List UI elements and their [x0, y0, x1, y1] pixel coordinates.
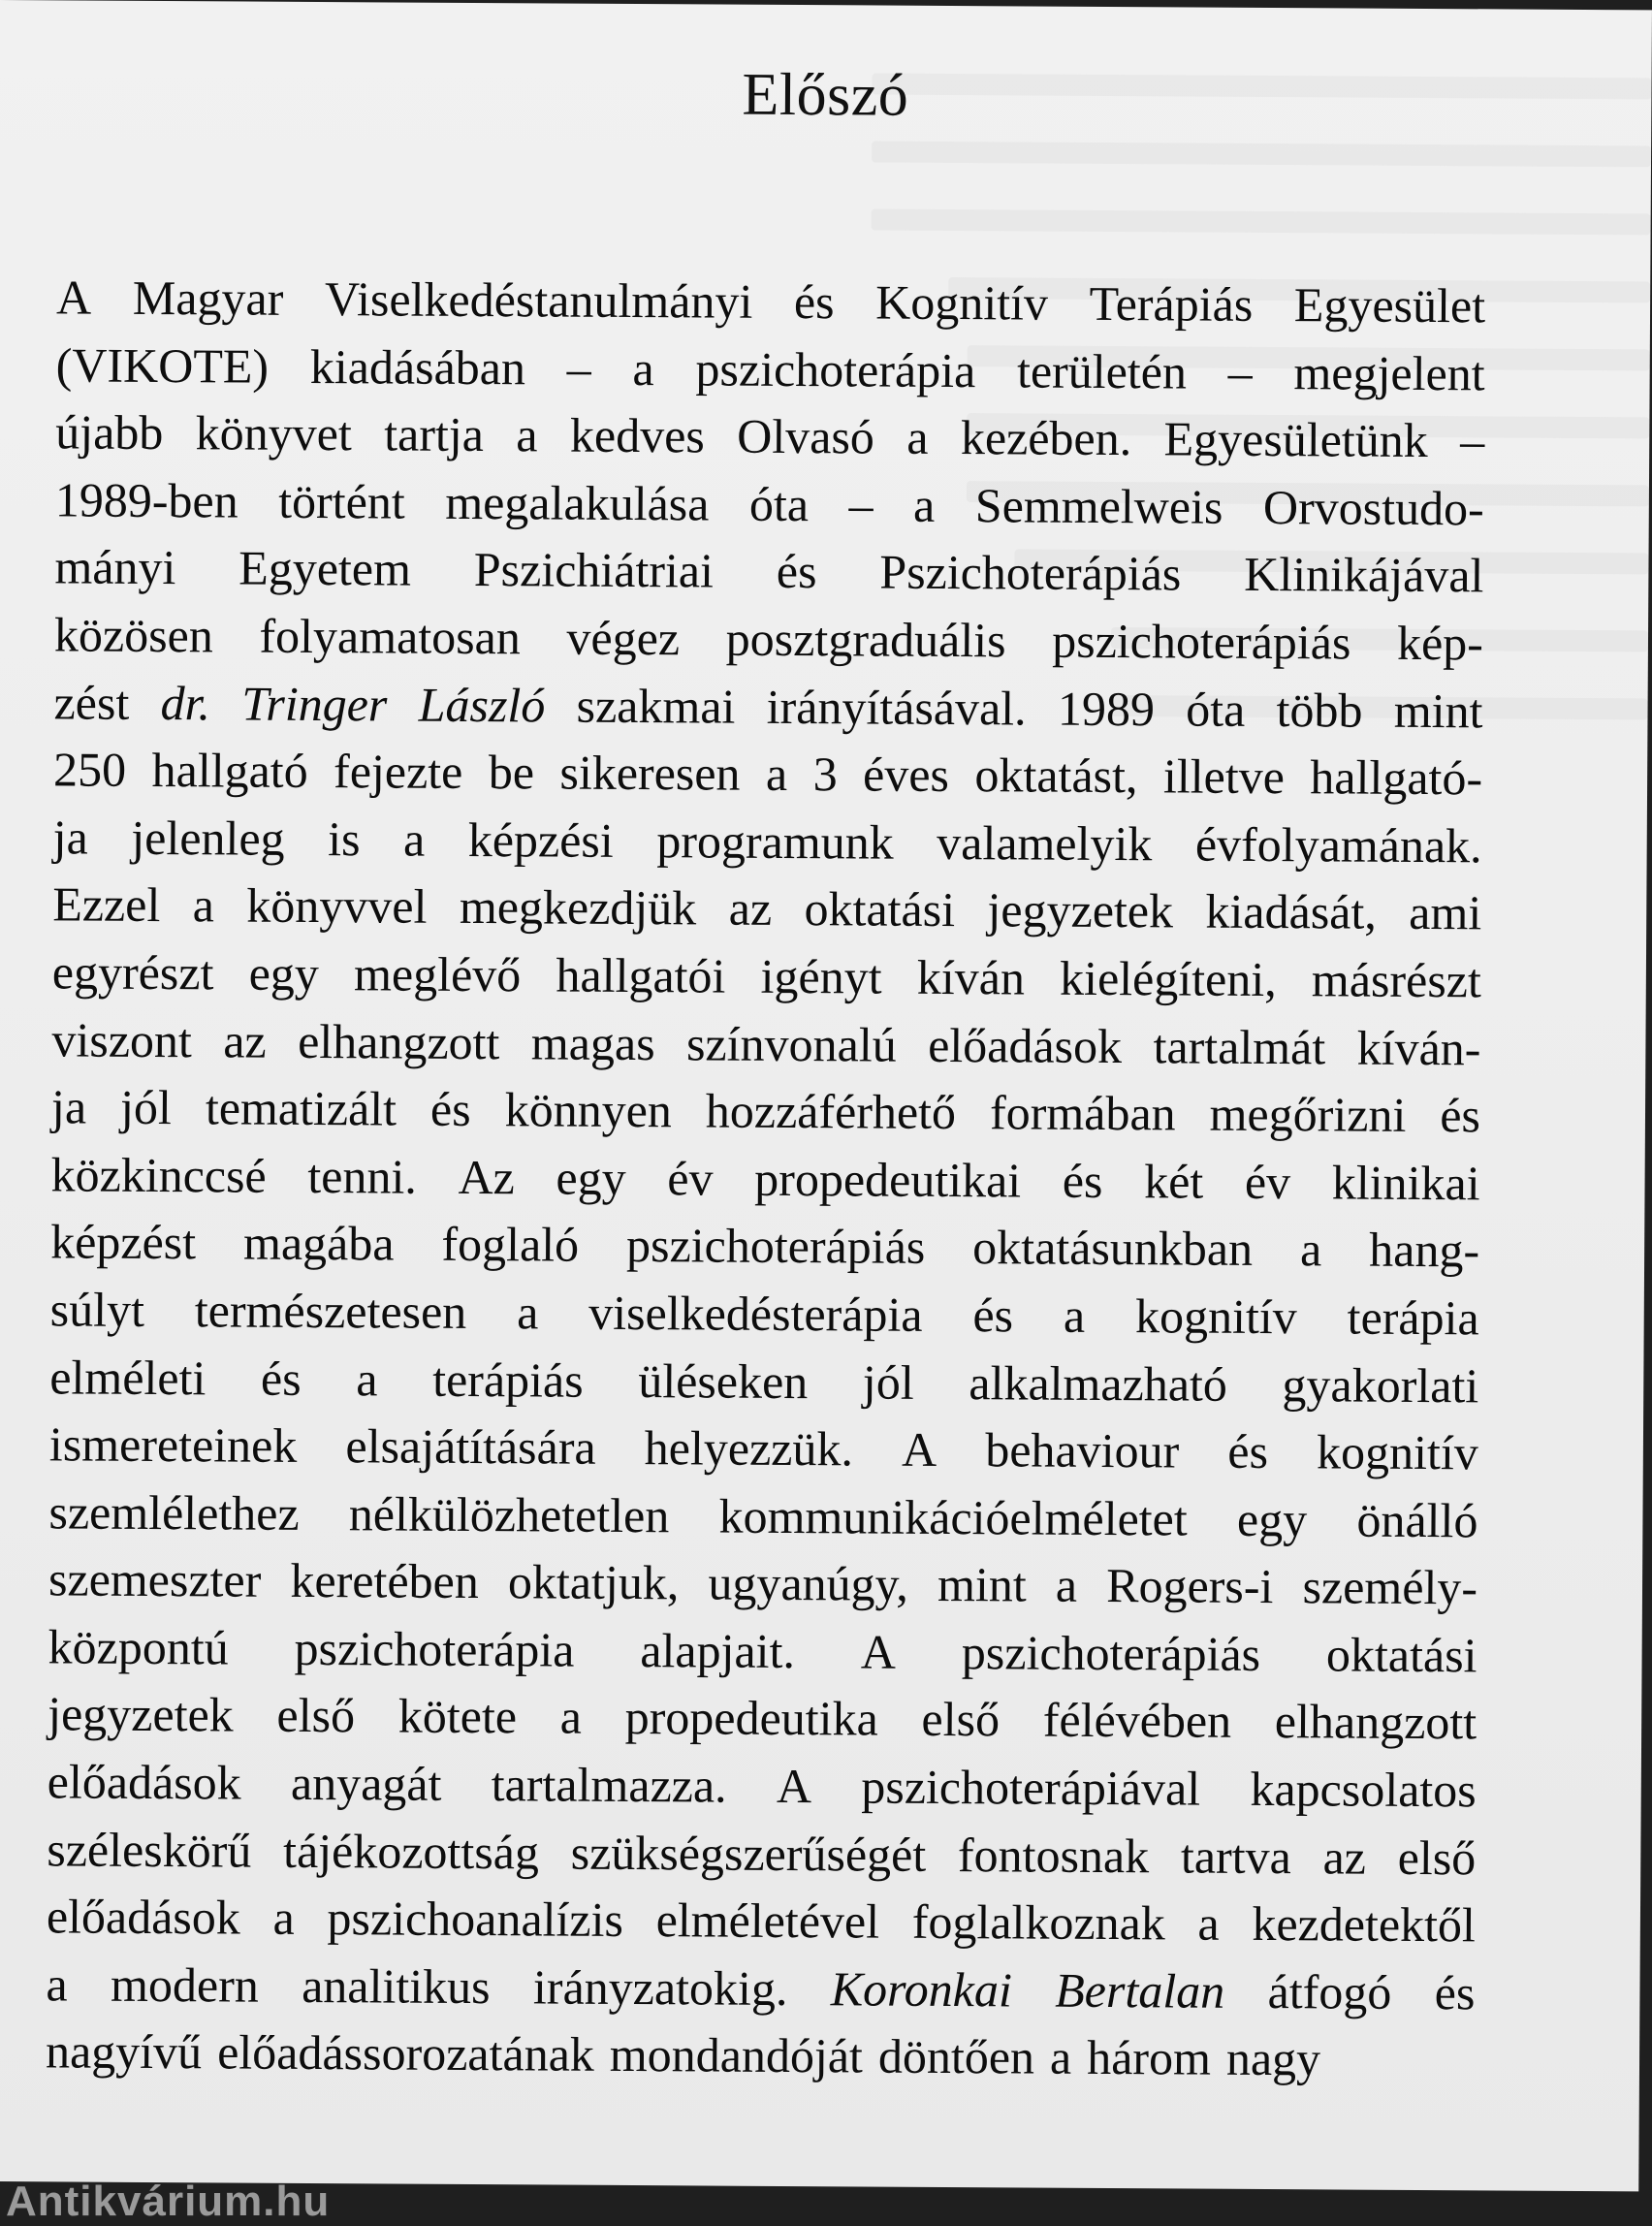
text-line [49, 1411, 1478, 1487]
word: dr. [160, 675, 211, 730]
word: előadások [927, 1017, 1123, 1073]
text-line [51, 1073, 1480, 1150]
word: fontosnak [957, 1827, 1150, 1883]
word: a [1063, 1288, 1086, 1343]
word: a [1299, 1222, 1322, 1277]
word: hallgató [151, 743, 308, 799]
word: a [402, 811, 426, 867]
text-line [47, 1884, 1476, 1960]
word: ja [50, 1079, 87, 1134]
page-title: Előszó [742, 61, 909, 129]
word: alkalmazható [969, 1354, 1228, 1412]
word: meglévő [353, 946, 522, 1002]
word: a [765, 746, 788, 802]
text-line [51, 1006, 1480, 1083]
word: színvonalú [685, 1015, 897, 1072]
word: történt [278, 473, 405, 529]
word: tartva [1180, 1828, 1291, 1884]
word: kognitív [1134, 1288, 1297, 1345]
word: Semmelweis [974, 477, 1223, 534]
word: a [192, 877, 215, 933]
word: Terápiás [1089, 275, 1254, 332]
word: végez [566, 610, 681, 666]
word: a [1049, 2030, 1072, 2085]
word: nagyívű [45, 2023, 203, 2080]
word: viselkedésterápia [588, 1285, 923, 1342]
word: A [860, 1624, 897, 1679]
word: előadások [47, 1754, 241, 1810]
word: megalakulása [445, 474, 710, 531]
word: elsajátítására [345, 1418, 596, 1475]
word: tematizált [205, 1080, 397, 1136]
word: – [1460, 413, 1485, 468]
word: irányzatokig. [532, 1959, 788, 2016]
word: a [1197, 1895, 1220, 1951]
word: területén [1016, 343, 1188, 399]
word: is [328, 811, 361, 867]
word: kiadásában [309, 338, 526, 395]
word: pszichoterápia [294, 1620, 575, 1677]
word: sikeresen [559, 745, 741, 801]
word: könnyen [504, 1082, 673, 1138]
word: év [1244, 1154, 1291, 1209]
word: nagy [1225, 2031, 1321, 2086]
word: önálló [1356, 1492, 1478, 1548]
word: kép- [1396, 615, 1484, 671]
text-line [52, 872, 1481, 948]
word: oktatási [804, 881, 956, 938]
word: és [260, 1351, 302, 1406]
word: formában [989, 1085, 1176, 1141]
text-line [48, 1613, 1477, 1690]
word: 250 [52, 742, 127, 797]
word: helyezzük. [644, 1420, 854, 1477]
word: jegyzetek [987, 882, 1174, 938]
word: könyvet [195, 405, 353, 461]
word: hozzáférhető [705, 1083, 957, 1140]
word: a [356, 1351, 378, 1406]
word: egy [1236, 1491, 1308, 1546]
word: képzési [467, 811, 614, 868]
word: és [972, 1288, 1014, 1343]
word: oktatási [1325, 1627, 1477, 1683]
word: és [776, 544, 817, 599]
word: 1989 [1057, 681, 1156, 736]
word: mint [937, 1557, 1027, 1612]
word: kezdetektől [1252, 1896, 1477, 1953]
word: üléseken [638, 1352, 809, 1409]
text-line [50, 1276, 1479, 1352]
word: Bertalan [1055, 1962, 1225, 2019]
word: az [728, 880, 773, 937]
word: a [906, 409, 929, 465]
word: szakmai [576, 678, 736, 734]
word: óta [1186, 682, 1246, 737]
text-line [54, 601, 1483, 678]
word: éves [862, 747, 950, 803]
word: alapjait. [640, 1622, 796, 1678]
word: közösen [53, 607, 214, 663]
word: elhangzott [1274, 1694, 1477, 1750]
word: pszichoterápiás [625, 1218, 926, 1275]
word: megőrizni [1209, 1086, 1407, 1143]
word: Rogers-i [1106, 1558, 1274, 1614]
word: az [223, 1012, 267, 1068]
word: kommunikációelméletet [718, 1488, 1188, 1546]
word: – [848, 477, 874, 532]
text-line [48, 1748, 1477, 1825]
word: kezében. [960, 410, 1132, 466]
word: oktatásunkban [972, 1220, 1254, 1277]
word: Tringer [241, 676, 388, 732]
word: újabb [55, 404, 164, 461]
word: év [667, 1150, 714, 1206]
word: kedves [569, 407, 706, 463]
word: félévében [1042, 1693, 1232, 1749]
word: pszichoterápiás [961, 1624, 1261, 1681]
word: keretében [290, 1553, 479, 1609]
word: posztgraduális [725, 611, 1006, 668]
word: megjelent [1293, 344, 1485, 400]
word: Orvostudo- [1262, 479, 1484, 536]
word: megkezdjük [459, 879, 697, 936]
text-line [48, 1681, 1477, 1758]
word: igényt [760, 948, 882, 1004]
word: kielégíteni, [1059, 950, 1277, 1006]
text-line [53, 804, 1482, 880]
word: gyakorlati [1282, 1356, 1479, 1413]
word: szükségszerűségét [570, 1825, 927, 1882]
word: fejezte [333, 744, 463, 800]
word: évfolyamának. [1194, 816, 1482, 874]
word: könyvvel [246, 877, 428, 935]
word: súlyt [49, 1282, 145, 1337]
word: ami [1409, 885, 1482, 940]
word: kíván- [1356, 1020, 1481, 1075]
word: első [276, 1688, 356, 1743]
word: és [429, 1081, 471, 1137]
word: hallgató- [1310, 749, 1483, 806]
text-line [55, 466, 1484, 543]
text-line [50, 1209, 1479, 1286]
word: és [793, 274, 835, 330]
word: terápia [1347, 1289, 1479, 1346]
text-line [46, 1951, 1475, 2027]
word: foglalkoznak [911, 1894, 1165, 1951]
word: magába [242, 1215, 395, 1271]
text-line [48, 1479, 1477, 1555]
text-line [55, 399, 1484, 476]
word: óta [748, 476, 810, 531]
word: oktatást, [974, 747, 1138, 804]
word: két [1144, 1153, 1204, 1209]
word: Magyar [132, 270, 284, 326]
word: jelenleg [131, 810, 285, 866]
word: anyagát [290, 1755, 442, 1811]
word: – [1227, 344, 1253, 399]
word: Ezzel [52, 876, 161, 933]
word: be [488, 745, 535, 800]
word: kiadását, [1205, 883, 1378, 940]
word: a [517, 1285, 539, 1340]
word: foglaló [441, 1217, 580, 1272]
word: Egyetem [238, 540, 412, 596]
word: klinikai [1331, 1155, 1480, 1211]
word: Pszichoterápiás [879, 544, 1182, 601]
word: oktatjuk, [507, 1554, 680, 1610]
word: analitikus [302, 1957, 491, 2014]
word: és [1434, 1964, 1476, 2020]
word: előadássorozatának [216, 2024, 595, 2083]
word: programunk [656, 812, 894, 870]
word: szemeszter [48, 1551, 262, 1607]
word: ismereteinek [48, 1416, 298, 1473]
word: kötete [397, 1689, 518, 1744]
word: személy- [1302, 1559, 1478, 1615]
word: Olvasó [737, 408, 875, 464]
word: ugyanúgy, [708, 1555, 909, 1612]
text-line [54, 534, 1483, 611]
word: hang- [1369, 1222, 1480, 1278]
watermark: Antikvárium.hu [6, 2178, 331, 2225]
word: A [55, 270, 92, 325]
word: a [632, 340, 654, 396]
text-line [53, 737, 1482, 813]
word: jegyzetek [48, 1686, 234, 1742]
word: nélkülözhetetlen [348, 1485, 670, 1542]
word: elméleti [49, 1349, 206, 1405]
word: mondandóját [609, 2027, 864, 2083]
text-line [47, 1816, 1476, 1892]
word: mint [1393, 683, 1483, 738]
word: Koronkai [830, 1961, 1013, 2018]
word: és [1227, 1423, 1269, 1479]
word: előadások [46, 1889, 241, 1945]
word: egy [248, 945, 320, 1001]
word: Viselkedéstanulmányi [324, 271, 753, 329]
word: folyamatosan [259, 608, 522, 665]
word: – [566, 340, 591, 396]
word: egy [556, 1150, 626, 1205]
word: döntően [877, 2029, 1035, 2084]
word: és [1440, 1088, 1481, 1143]
word: az [1322, 1829, 1367, 1885]
word: tartalmazza. [491, 1757, 727, 1813]
text-line [48, 1546, 1477, 1623]
word: másrészt [1311, 952, 1482, 1008]
word: illetve [1162, 748, 1286, 805]
word: behaviour [985, 1422, 1180, 1479]
word: hallgatói [556, 947, 726, 1003]
word: a [912, 477, 936, 532]
word: a [516, 407, 538, 462]
word: három [1087, 2030, 1212, 2086]
word: viszont [51, 1011, 193, 1067]
word: pszichoterápia [695, 340, 976, 398]
word: jól [119, 1079, 173, 1135]
word: több [1276, 682, 1363, 738]
word: tartja [384, 406, 485, 462]
word: képzést [50, 1214, 197, 1270]
word: elméletével [655, 1892, 880, 1949]
word: Kognitív [875, 274, 1049, 331]
word: természetesen [194, 1283, 467, 1339]
text-line [53, 669, 1482, 746]
word: kapcsolatos [1250, 1761, 1477, 1818]
word: Klinikájával [1244, 547, 1484, 603]
text-line [56, 264, 1485, 340]
word: tartalmát [1153, 1018, 1326, 1074]
word: magas [530, 1014, 655, 1070]
word: központú [48, 1619, 229, 1675]
body-paragraph [46, 264, 1485, 2094]
word: egyrészt [51, 944, 214, 1001]
word: terápiás [432, 1352, 584, 1408]
word: közkinccsé [50, 1147, 267, 1203]
word: tenni. [307, 1148, 418, 1204]
word: propedeutika [624, 1690, 878, 1747]
word: első [921, 1692, 1001, 1747]
word: pszichoterápiával [861, 1759, 1201, 1816]
word: László [418, 677, 546, 733]
word: irányításával. [766, 679, 1027, 736]
word: mányi [54, 539, 176, 595]
word: első [1397, 1829, 1477, 1885]
word: kíván [916, 949, 1026, 1005]
word: a [559, 1690, 583, 1745]
word: széleskörű [47, 1821, 252, 1878]
text-line [55, 332, 1484, 408]
word: szemlélethez [48, 1484, 300, 1541]
text-line [52, 938, 1481, 1015]
word: a [272, 1891, 295, 1946]
word: a [46, 1956, 68, 2012]
word: jól [862, 1353, 914, 1410]
text-line [46, 2019, 1475, 2095]
word: átfogó [1267, 1963, 1392, 2019]
word: pszichoterápiás [1052, 613, 1351, 670]
word: zést [53, 674, 130, 730]
word: 3 [812, 747, 838, 802]
word: kognitív [1316, 1424, 1478, 1480]
word: (VIKOTE) [55, 336, 270, 394]
word: elhangzott [298, 1013, 500, 1069]
word: a [1055, 1557, 1078, 1613]
word: modern [110, 1956, 259, 2013]
word: propedeutikai [754, 1151, 1022, 1208]
word: pszichoanalízis [327, 1891, 624, 1948]
word: A [901, 1421, 937, 1478]
word: tájékozottság [282, 1823, 540, 1880]
word: Az [458, 1149, 516, 1204]
word: ja [52, 810, 88, 865]
word: és [1062, 1153, 1103, 1208]
word: A [776, 1758, 812, 1814]
word: valamelyik [937, 814, 1153, 872]
word: 1989-ben [54, 472, 238, 528]
text-line [50, 1141, 1479, 1218]
word: Egyesületünk [1163, 411, 1428, 468]
word: Egyesület [1293, 277, 1486, 334]
text-line [49, 1344, 1478, 1420]
word: Pszichiátriai [473, 542, 715, 598]
